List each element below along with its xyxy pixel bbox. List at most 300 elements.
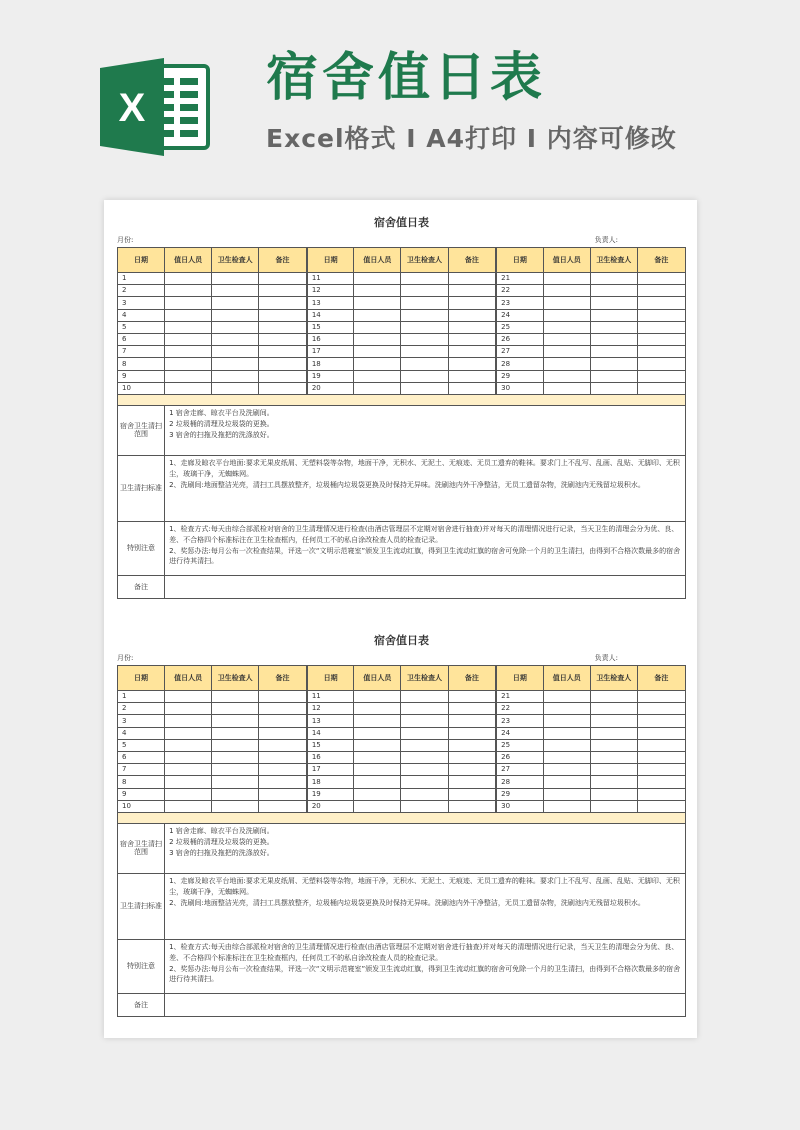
day-cell[interactable]: 14 [307, 309, 354, 321]
duty-person-cell[interactable] [165, 776, 212, 788]
day-cell[interactable]: 1 [118, 273, 165, 285]
table-row [118, 346, 686, 358]
remark-cell[interactable] [259, 285, 307, 297]
remark-cell[interactable] [259, 273, 307, 285]
table-header [118, 666, 686, 691]
section-label: 宿舍卫生清扫范围 [118, 405, 165, 455]
inspector-cell[interactable] [212, 751, 259, 763]
section-line: 1、检查方式:每天由综合部派检对宿舍的卫生清理情况进行检查(由酒店管理层不定期对宿舍进行抽查)并对每天的清理情况进行记录，当天卫生的清理会分为优、良、差、不合格四个标准标注在卫生检查框内，任何员工不的私自涂改检查人员的检查记录。 [169, 942, 679, 962]
day-cell[interactable]: 1 [118, 691, 165, 703]
inspector-cell[interactable] [401, 727, 448, 739]
duty-person-cell[interactable] [165, 321, 212, 333]
duty-person-cell[interactable] [165, 370, 212, 382]
inspector-cell[interactable] [401, 321, 448, 333]
day-cell[interactable]: 16 [307, 333, 354, 345]
inspector-cell[interactable] [590, 788, 637, 800]
remark-cell[interactable] [259, 382, 307, 394]
remark-cell[interactable] [448, 382, 496, 394]
duty-person-cell[interactable] [354, 703, 401, 715]
remark-cell[interactable] [637, 764, 685, 776]
duty-person-cell[interactable] [354, 727, 401, 739]
inspector-cell[interactable] [401, 333, 448, 345]
duty-person-cell[interactable] [354, 751, 401, 763]
column-header: 日期 [118, 248, 165, 273]
duty-person-cell[interactable] [543, 285, 590, 297]
remark-cell[interactable] [448, 800, 496, 812]
inspector-cell[interactable] [212, 800, 259, 812]
remark-cell[interactable] [637, 333, 685, 345]
inspector-cell[interactable] [401, 739, 448, 751]
remark-cell[interactable] [259, 764, 307, 776]
day-cell[interactable]: 19 [307, 370, 354, 382]
day-cell[interactable]: 8 [118, 776, 165, 788]
inspector-cell[interactable] [212, 346, 259, 358]
sheet-meta [117, 652, 686, 665]
remark-cell[interactable] [448, 739, 496, 751]
inspector-cell[interactable] [590, 751, 637, 763]
table-row [118, 285, 686, 297]
section-content[interactable] [165, 939, 686, 993]
inspector-cell[interactable] [212, 309, 259, 321]
duty-person-cell[interactable] [165, 715, 212, 727]
remark-cell[interactable] [637, 370, 685, 382]
column-header: 日期 [307, 666, 354, 691]
day-cell[interactable]: 27 [496, 764, 543, 776]
inspector-cell[interactable] [401, 297, 448, 309]
column-header: 备注 [637, 248, 685, 273]
remark-cell[interactable] [637, 751, 685, 763]
duty-person-cell[interactable] [354, 788, 401, 800]
day-cell[interactable]: 29 [496, 788, 543, 800]
section-content[interactable] [165, 455, 686, 521]
day-cell[interactable]: 6 [118, 751, 165, 763]
remark-cell[interactable] [448, 285, 496, 297]
remark-cell[interactable] [448, 788, 496, 800]
column-header: 卫生检查人 [401, 666, 448, 691]
inspector-cell[interactable] [401, 776, 448, 788]
sheet-title: 宿舍值日表 [374, 634, 429, 647]
day-cell[interactable]: 8 [118, 358, 165, 370]
day-cell[interactable]: 3 [118, 715, 165, 727]
remark-cell[interactable] [448, 703, 496, 715]
remark-cell[interactable] [637, 776, 685, 788]
day-cell[interactable]: 15 [307, 739, 354, 751]
duty-person-cell[interactable] [543, 370, 590, 382]
section-label: 卫生清扫标准 [118, 455, 165, 521]
day-cell[interactable]: 21 [496, 691, 543, 703]
remark-cell[interactable] [259, 739, 307, 751]
day-cell[interactable]: 28 [496, 776, 543, 788]
duty-person-cell[interactable] [165, 285, 212, 297]
table-row [118, 788, 686, 800]
inspector-cell[interactable] [401, 285, 448, 297]
inspector-cell[interactable] [590, 297, 637, 309]
section-content[interactable] [165, 521, 686, 575]
duty-person-cell[interactable] [543, 751, 590, 763]
remark-cell[interactable] [448, 727, 496, 739]
day-cell[interactable]: 29 [496, 370, 543, 382]
day-cell[interactable]: 5 [118, 321, 165, 333]
inspector-cell[interactable] [212, 727, 259, 739]
inspector-cell[interactable] [212, 273, 259, 285]
day-cell[interactable]: 23 [496, 297, 543, 309]
info-section [118, 455, 686, 521]
remark-cell[interactable] [637, 727, 685, 739]
remark-cell[interactable] [637, 321, 685, 333]
column-header: 卫生检查人 [212, 666, 259, 691]
table-row [118, 703, 686, 715]
duty-person-cell[interactable] [543, 691, 590, 703]
section-content[interactable] [165, 993, 686, 1016]
day-cell[interactable]: 11 [307, 691, 354, 703]
remark-cell[interactable] [448, 346, 496, 358]
inspector-cell[interactable] [401, 691, 448, 703]
inspector-cell[interactable] [590, 358, 637, 370]
day-cell[interactable]: 18 [307, 776, 354, 788]
remark-cell[interactable] [259, 776, 307, 788]
duty-person-cell[interactable] [354, 382, 401, 394]
duty-person-cell[interactable] [543, 382, 590, 394]
duty-person-cell[interactable] [165, 800, 212, 812]
section-line: 1 宿舍走廊、晾衣平台及洗刷间。 [169, 826, 274, 835]
remark-cell[interactable] [637, 358, 685, 370]
inspector-cell[interactable] [590, 776, 637, 788]
duty-person-cell[interactable] [354, 764, 401, 776]
remark-cell[interactable] [259, 370, 307, 382]
inspector-cell[interactable] [590, 285, 637, 297]
day-cell[interactable]: 17 [307, 764, 354, 776]
remark-cell[interactable] [259, 727, 307, 739]
inspector-cell[interactable] [212, 358, 259, 370]
table-row [118, 691, 686, 703]
day-cell[interactable]: 19 [307, 788, 354, 800]
inspector-cell[interactable] [401, 370, 448, 382]
day-cell[interactable]: 30 [496, 800, 543, 812]
day-cell[interactable]: 26 [496, 751, 543, 763]
inspector-cell[interactable] [401, 703, 448, 715]
duty-person-cell[interactable] [165, 739, 212, 751]
duty-person-cell[interactable] [354, 691, 401, 703]
table-row [118, 776, 686, 788]
inspector-cell[interactable] [212, 370, 259, 382]
inspector-cell[interactable] [212, 691, 259, 703]
remark-cell[interactable] [637, 788, 685, 800]
day-cell[interactable]: 21 [496, 273, 543, 285]
column-header: 备注 [637, 666, 685, 691]
duty-person-cell[interactable] [543, 297, 590, 309]
duty-person-cell[interactable] [543, 346, 590, 358]
remark-cell[interactable] [637, 739, 685, 751]
duty-person-cell[interactable] [543, 273, 590, 285]
duty-person-cell[interactable] [543, 309, 590, 321]
section-label: 宿舍卫生清扫范围 [118, 823, 165, 873]
remark-cell[interactable] [448, 321, 496, 333]
inspector-cell[interactable] [590, 727, 637, 739]
duty-person-cell[interactable] [543, 727, 590, 739]
duty-person-cell[interactable] [165, 382, 212, 394]
remark-cell[interactable] [259, 358, 307, 370]
remark-cell[interactable] [259, 751, 307, 763]
duty-person-cell[interactable] [165, 273, 212, 285]
inspector-cell[interactable] [590, 764, 637, 776]
duty-person-cell[interactable] [354, 346, 401, 358]
day-cell[interactable]: 2 [118, 285, 165, 297]
duty-person-cell[interactable] [354, 273, 401, 285]
day-cell[interactable]: 16 [307, 751, 354, 763]
table-row [118, 727, 686, 739]
document-paper [104, 200, 697, 1038]
day-cell[interactable]: 2 [118, 703, 165, 715]
inspector-cell[interactable] [590, 800, 637, 812]
day-cell[interactable]: 24 [496, 727, 543, 739]
day-cell[interactable]: 30 [496, 382, 543, 394]
duty-person-cell[interactable] [543, 703, 590, 715]
day-cell[interactable]: 17 [307, 346, 354, 358]
inspector-cell[interactable] [212, 321, 259, 333]
inspector-cell[interactable] [590, 273, 637, 285]
inspector-cell[interactable] [401, 358, 448, 370]
column-header: 值日人员 [354, 666, 401, 691]
remark-cell[interactable] [637, 800, 685, 812]
column-header: 卫生检查人 [212, 248, 259, 273]
day-cell[interactable]: 9 [118, 788, 165, 800]
day-cell[interactable]: 13 [307, 297, 354, 309]
sheet-title: 宿舍值日表 [374, 216, 429, 229]
table-row [118, 715, 686, 727]
column-header: 卫生检查人 [590, 666, 637, 691]
inspector-cell[interactable] [401, 764, 448, 776]
inspector-cell[interactable] [401, 788, 448, 800]
inspector-cell[interactable] [212, 776, 259, 788]
section-content[interactable] [165, 823, 686, 873]
info-section [118, 939, 686, 993]
inspector-cell[interactable] [590, 715, 637, 727]
inspector-cell[interactable] [212, 739, 259, 751]
table-row [118, 358, 686, 370]
day-cell[interactable]: 13 [307, 715, 354, 727]
day-cell[interactable]: 10 [118, 800, 165, 812]
remark-cell[interactable] [448, 751, 496, 763]
duty-person-cell[interactable] [354, 321, 401, 333]
remark-cell[interactable] [448, 309, 496, 321]
duty-person-cell[interactable] [543, 333, 590, 345]
inspector-cell[interactable] [212, 703, 259, 715]
section-label: 备注 [118, 993, 165, 1016]
remark-cell[interactable] [637, 309, 685, 321]
inspector-cell[interactable] [590, 346, 637, 358]
day-cell[interactable]: 25 [496, 321, 543, 333]
remark-cell[interactable] [448, 358, 496, 370]
duty-person-cell[interactable] [165, 788, 212, 800]
section-line: 3 宿舍的扫拖及拖把的洗涤放好。 [169, 848, 274, 857]
inspector-cell[interactable] [590, 739, 637, 751]
inspector-cell[interactable] [212, 285, 259, 297]
day-cell[interactable]: 12 [307, 285, 354, 297]
day-cell[interactable]: 20 [307, 800, 354, 812]
section-label: 特别注意 [118, 521, 165, 575]
duty-person-cell[interactable] [165, 751, 212, 763]
remark-cell[interactable] [637, 346, 685, 358]
remark-cell[interactable] [637, 297, 685, 309]
duty-person-cell[interactable] [165, 309, 212, 321]
day-cell[interactable]: 25 [496, 739, 543, 751]
day-cell[interactable]: 15 [307, 321, 354, 333]
day-cell[interactable]: 6 [118, 333, 165, 345]
table-row [118, 321, 686, 333]
day-cell[interactable]: 27 [496, 346, 543, 358]
section-line: 2、洗刷间:地面整洁光亮，清扫工具摆放整齐，垃圾桶内垃圾袋更换及时保持无异味。洗刷池内外干净整洁，无员工遗留杂物，洗刷池内无残留垃圾积水。 [169, 898, 645, 907]
duty-person-cell[interactable] [543, 715, 590, 727]
duty-person-cell[interactable] [165, 346, 212, 358]
inspector-cell[interactable] [590, 370, 637, 382]
remark-cell[interactable] [448, 370, 496, 382]
duty-person-cell[interactable] [543, 321, 590, 333]
day-cell[interactable]: 11 [307, 273, 354, 285]
remark-cell[interactable] [448, 273, 496, 285]
table-row [118, 370, 686, 382]
column-header: 备注 [448, 248, 496, 273]
remark-cell[interactable] [448, 776, 496, 788]
inspector-cell[interactable] [401, 715, 448, 727]
column-header: 日期 [118, 666, 165, 691]
column-header: 日期 [496, 248, 543, 273]
info-section [118, 873, 686, 939]
day-cell[interactable]: 24 [496, 309, 543, 321]
duty-person-cell[interactable] [165, 764, 212, 776]
remark-cell[interactable] [448, 297, 496, 309]
day-cell[interactable]: 4 [118, 727, 165, 739]
inspector-cell[interactable] [590, 382, 637, 394]
day-cell[interactable]: 9 [118, 370, 165, 382]
remark-cell[interactable] [259, 703, 307, 715]
remark-cell[interactable] [448, 764, 496, 776]
day-cell[interactable]: 14 [307, 727, 354, 739]
duty-person-cell[interactable] [354, 285, 401, 297]
column-header: 备注 [259, 248, 307, 273]
day-cell[interactable]: 5 [118, 739, 165, 751]
inspector-cell[interactable] [401, 273, 448, 285]
remark-cell[interactable] [259, 333, 307, 345]
day-cell[interactable]: 22 [496, 285, 543, 297]
duty-person-cell[interactable] [543, 739, 590, 751]
duty-person-cell[interactable] [543, 788, 590, 800]
remark-cell[interactable] [637, 273, 685, 285]
inspector-cell[interactable] [212, 382, 259, 394]
inspector-cell[interactable] [590, 309, 637, 321]
day-cell[interactable]: 22 [496, 703, 543, 715]
inspector-cell[interactable] [401, 309, 448, 321]
duty-person-cell[interactable] [165, 297, 212, 309]
remark-cell[interactable] [448, 333, 496, 345]
info-section [118, 405, 686, 455]
remark-cell[interactable] [448, 715, 496, 727]
remark-cell[interactable] [259, 788, 307, 800]
duty-person-cell[interactable] [543, 800, 590, 812]
duty-person-cell[interactable] [354, 370, 401, 382]
section-content[interactable] [165, 405, 686, 455]
remark-cell[interactable] [637, 703, 685, 715]
day-cell[interactable]: 7 [118, 346, 165, 358]
duty-person-cell[interactable] [354, 297, 401, 309]
table-row [118, 333, 686, 345]
duty-person-cell[interactable] [165, 727, 212, 739]
inspector-cell[interactable] [212, 715, 259, 727]
duty-sheet [117, 630, 686, 1017]
day-cell[interactable]: 28 [496, 358, 543, 370]
duty-person-cell[interactable] [354, 739, 401, 751]
remark-cell[interactable] [259, 715, 307, 727]
remark-cell[interactable] [637, 382, 685, 394]
remark-cell[interactable] [637, 715, 685, 727]
inspector-cell[interactable] [590, 333, 637, 345]
section-content[interactable] [165, 873, 686, 939]
duty-person-cell[interactable] [543, 776, 590, 788]
duty-person-cell[interactable] [543, 358, 590, 370]
day-cell[interactable]: 23 [496, 715, 543, 727]
day-cell[interactable]: 18 [307, 358, 354, 370]
inspector-cell[interactable] [590, 691, 637, 703]
day-cell[interactable]: 10 [118, 382, 165, 394]
inspector-cell[interactable] [212, 788, 259, 800]
duty-person-cell[interactable] [165, 703, 212, 715]
inspector-cell[interactable] [401, 382, 448, 394]
remark-cell[interactable] [259, 297, 307, 309]
remark-cell[interactable] [259, 346, 307, 358]
inspector-cell[interactable] [401, 346, 448, 358]
day-cell[interactable]: 4 [118, 309, 165, 321]
inspector-cell[interactable] [212, 333, 259, 345]
duty-person-cell[interactable] [354, 309, 401, 321]
inspector-cell[interactable] [401, 800, 448, 812]
sheet-meta [117, 234, 686, 247]
page-title: 宿舍值日表 [266, 48, 547, 108]
section-line: 2、奖惩办法:每月公布一次检查结果，评选一次“文明示范寝室”颁发卫生流动红旗，得到卫生流动红旗的宿舍可免除一个月的卫生清扫，由得到不合格次数最多的宿舍进行待其清扫。 [169, 964, 681, 984]
remark-cell[interactable] [637, 285, 685, 297]
month-label: 月份: [117, 236, 134, 244]
day-cell[interactable]: 7 [118, 764, 165, 776]
duty-person-cell[interactable] [165, 691, 212, 703]
inspector-cell[interactable] [590, 703, 637, 715]
day-cell[interactable]: 26 [496, 333, 543, 345]
day-cell[interactable]: 3 [118, 297, 165, 309]
remark-cell[interactable] [448, 691, 496, 703]
inspector-cell[interactable] [212, 297, 259, 309]
duty-person-cell[interactable] [354, 715, 401, 727]
day-cell[interactable]: 12 [307, 703, 354, 715]
inspector-cell[interactable] [212, 764, 259, 776]
duty-person-cell[interactable] [354, 800, 401, 812]
inspector-cell[interactable] [401, 751, 448, 763]
duty-person-cell[interactable] [354, 776, 401, 788]
duty-person-cell[interactable] [354, 358, 401, 370]
duty-person-cell[interactable] [354, 333, 401, 345]
day-cell[interactable]: 20 [307, 382, 354, 394]
remark-cell[interactable] [637, 691, 685, 703]
duty-person-cell[interactable] [165, 358, 212, 370]
duty-sheet [117, 212, 686, 599]
section-label: 备注 [118, 575, 165, 598]
remark-cell[interactable] [259, 800, 307, 812]
section-content[interactable] [165, 575, 686, 598]
remark-cell[interactable] [259, 321, 307, 333]
inspector-cell[interactable] [590, 321, 637, 333]
section-label: 卫生清扫标准 [118, 873, 165, 939]
remark-cell[interactable] [259, 309, 307, 321]
column-header: 备注 [448, 666, 496, 691]
duty-person-cell[interactable] [543, 764, 590, 776]
duty-person-cell[interactable] [165, 333, 212, 345]
remark-cell[interactable] [259, 691, 307, 703]
